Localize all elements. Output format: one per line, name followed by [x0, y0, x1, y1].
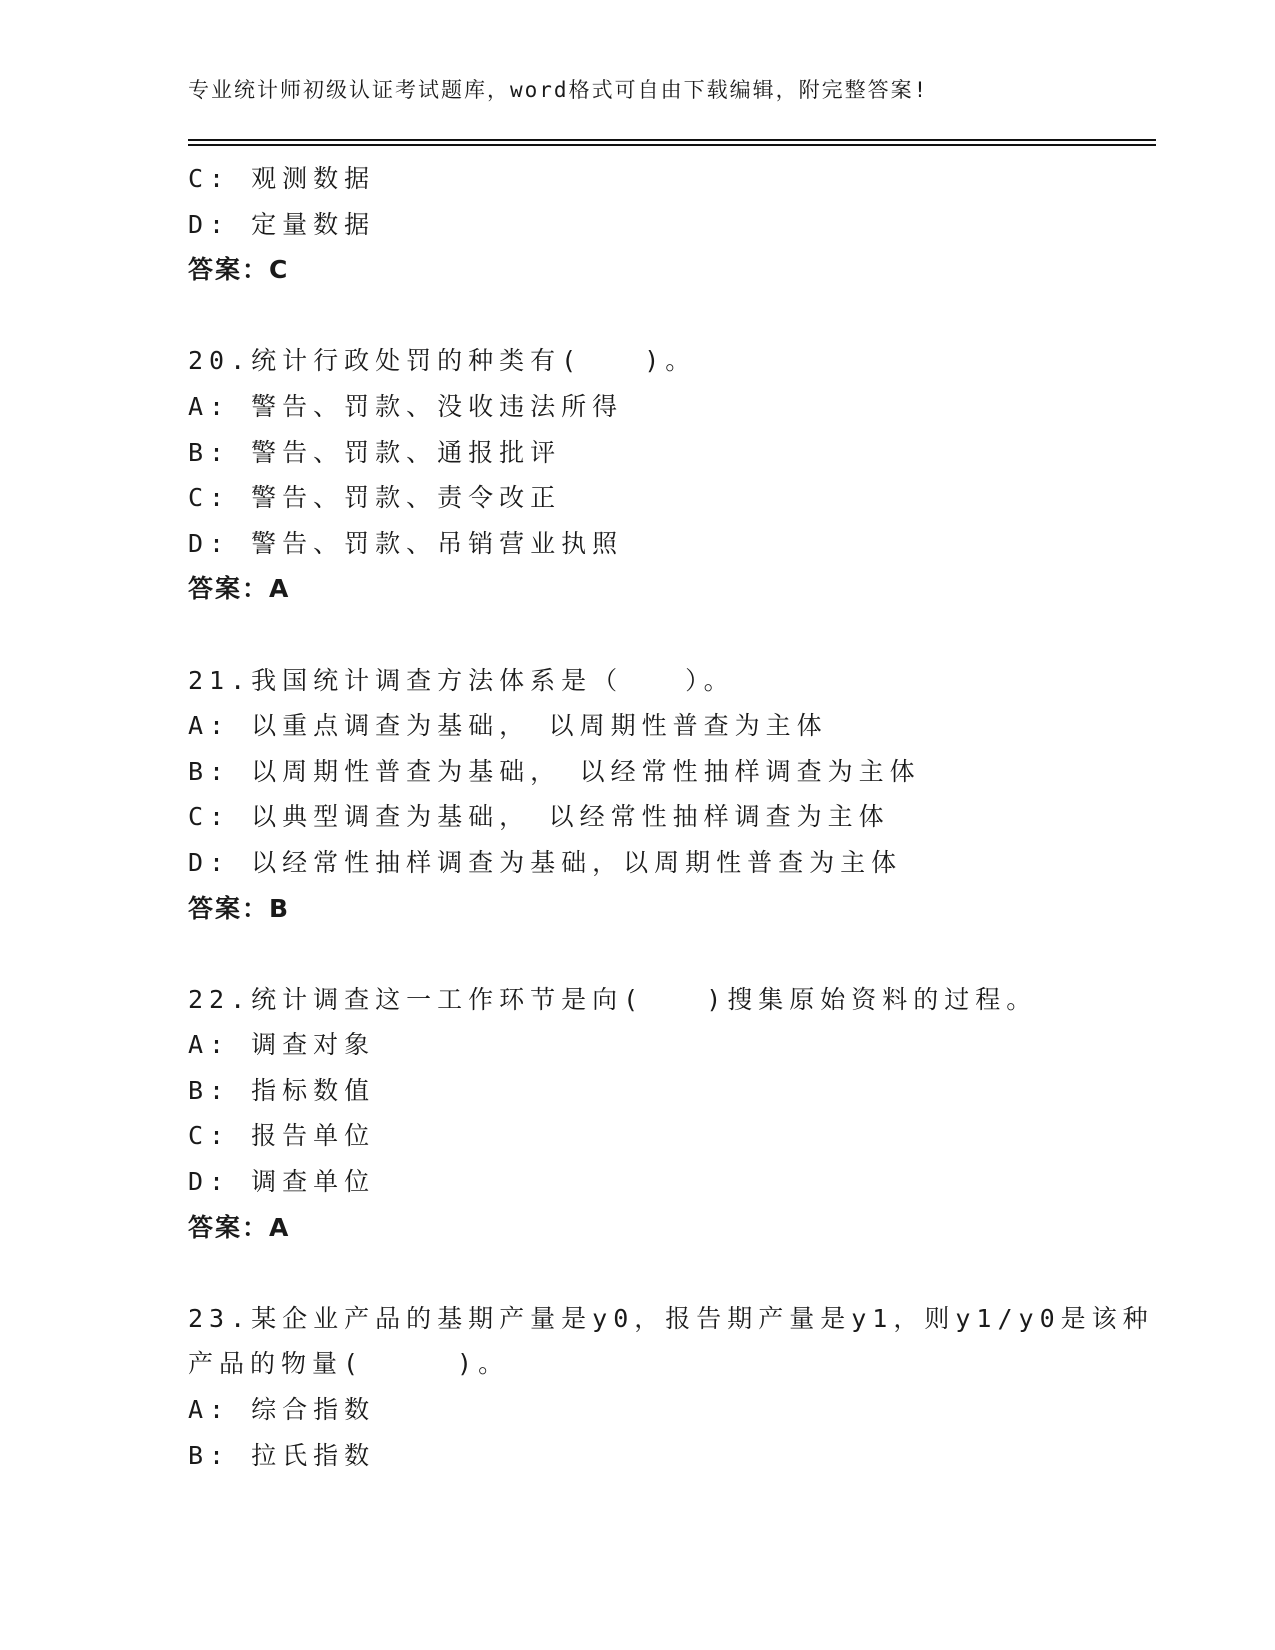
question-text: 统计行政处罚的种类有( )。	[251, 346, 697, 376]
question-stem	[188, 658, 1128, 704]
option-letter: B:	[188, 437, 231, 467]
spacer	[188, 931, 1128, 977]
option-text: 警告、罚款、通报批评	[251, 437, 562, 467]
question-stem-continued: 产品的物量( )。	[188, 1349, 510, 1379]
option-text: 指标数值	[251, 1075, 376, 1105]
option-text: 警告、罚款、责令改正	[251, 483, 562, 513]
option-letter: A:	[188, 711, 231, 741]
option-text: 以重点调查为基础， 以周期性普查为主体	[251, 711, 828, 741]
option-c	[188, 475, 1128, 521]
option-text: 定量数据	[251, 209, 376, 239]
option-letter: A:	[188, 391, 231, 421]
option-text: 调查对象	[251, 1030, 376, 1060]
question-block-19	[188, 156, 1128, 293]
question-text: 我国统计调查方法体系是（ ）。	[251, 665, 735, 695]
option-letter: C:	[188, 802, 231, 832]
option-a	[188, 703, 1128, 749]
option-text: 拉氏指数	[251, 1440, 376, 1470]
option-text: 警告、罚款、没收违法所得	[251, 391, 624, 421]
question-number: 22.	[188, 984, 252, 1014]
question-stem	[188, 338, 1128, 384]
option-text: 以经常性抽样调查为基础，以周期性普查为主体	[251, 847, 903, 877]
page-header: 专业统计师初级认证考试题库，word格式可自由下载编辑，附完整答案!	[188, 78, 929, 102]
option-c	[188, 794, 1128, 840]
question-block-20	[188, 338, 1128, 612]
option-letter: D:	[188, 847, 231, 877]
option-letter: B:	[188, 1440, 231, 1470]
question-stem	[188, 1296, 1154, 1342]
option-letter: D:	[188, 209, 231, 239]
option-a	[188, 1022, 1128, 1068]
option-letter: D:	[188, 528, 231, 558]
option-c	[188, 1113, 1128, 1159]
header-rule-top	[188, 139, 1156, 141]
answer-line: 答案：B	[188, 893, 291, 923]
spacer	[188, 1250, 1128, 1296]
question-block-23	[188, 1296, 1154, 1478]
question-number: 23.	[188, 1303, 252, 1333]
option-letter: D:	[188, 1167, 231, 1197]
option-letter: B:	[188, 756, 231, 786]
option-b	[188, 749, 1128, 795]
question-list	[188, 156, 1154, 1478]
option-b	[188, 1433, 1128, 1479]
answer-line: 答案：A	[188, 1212, 291, 1242]
option-letter: C:	[188, 164, 231, 193]
option-letter: B:	[188, 1075, 231, 1105]
option-text: 观测数据	[251, 164, 376, 193]
spacer	[188, 612, 1128, 658]
answer-line: 答案：A	[188, 574, 291, 604]
question-text: 统计调查这一工作环节是向( )搜集原始资料的过程。	[251, 984, 1038, 1014]
question-text: 某企业产品的基期产量是y0，报告期产量是y1，则y1/y0是该种	[251, 1303, 1154, 1333]
option-b	[188, 430, 1128, 476]
option-text: 以典型调查为基础， 以经常性抽样调查为主体	[251, 802, 890, 832]
option-text: 报告单位	[251, 1121, 376, 1151]
question-block-21	[188, 658, 1128, 932]
option-text: 警告、罚款、吊销营业执照	[251, 528, 624, 558]
option-letter: C:	[188, 483, 231, 513]
header-rule-bottom	[188, 144, 1156, 146]
option-b	[188, 1068, 1128, 1114]
option-a	[188, 1387, 1128, 1433]
spacer	[188, 293, 1128, 339]
option-letter: A:	[188, 1395, 231, 1425]
question-number: 21.	[188, 665, 252, 695]
option-text: 调查单位	[251, 1167, 376, 1197]
option-letter: C:	[188, 1121, 231, 1151]
option-d	[188, 840, 1128, 886]
option-text: 以周期性普查为基础， 以经常性抽样调查为主体	[251, 756, 921, 786]
option-d	[188, 1159, 1128, 1205]
option-d	[188, 202, 1128, 248]
question-number: 20.	[188, 346, 252, 376]
option-a	[188, 384, 1128, 430]
answer-line: 答案：C	[188, 255, 290, 285]
question-block-22	[188, 977, 1128, 1251]
question-stem	[188, 977, 1128, 1023]
option-c	[188, 156, 1128, 202]
option-letter: A:	[188, 1030, 231, 1060]
option-text: 综合指数	[251, 1395, 376, 1425]
option-d	[188, 521, 1128, 567]
